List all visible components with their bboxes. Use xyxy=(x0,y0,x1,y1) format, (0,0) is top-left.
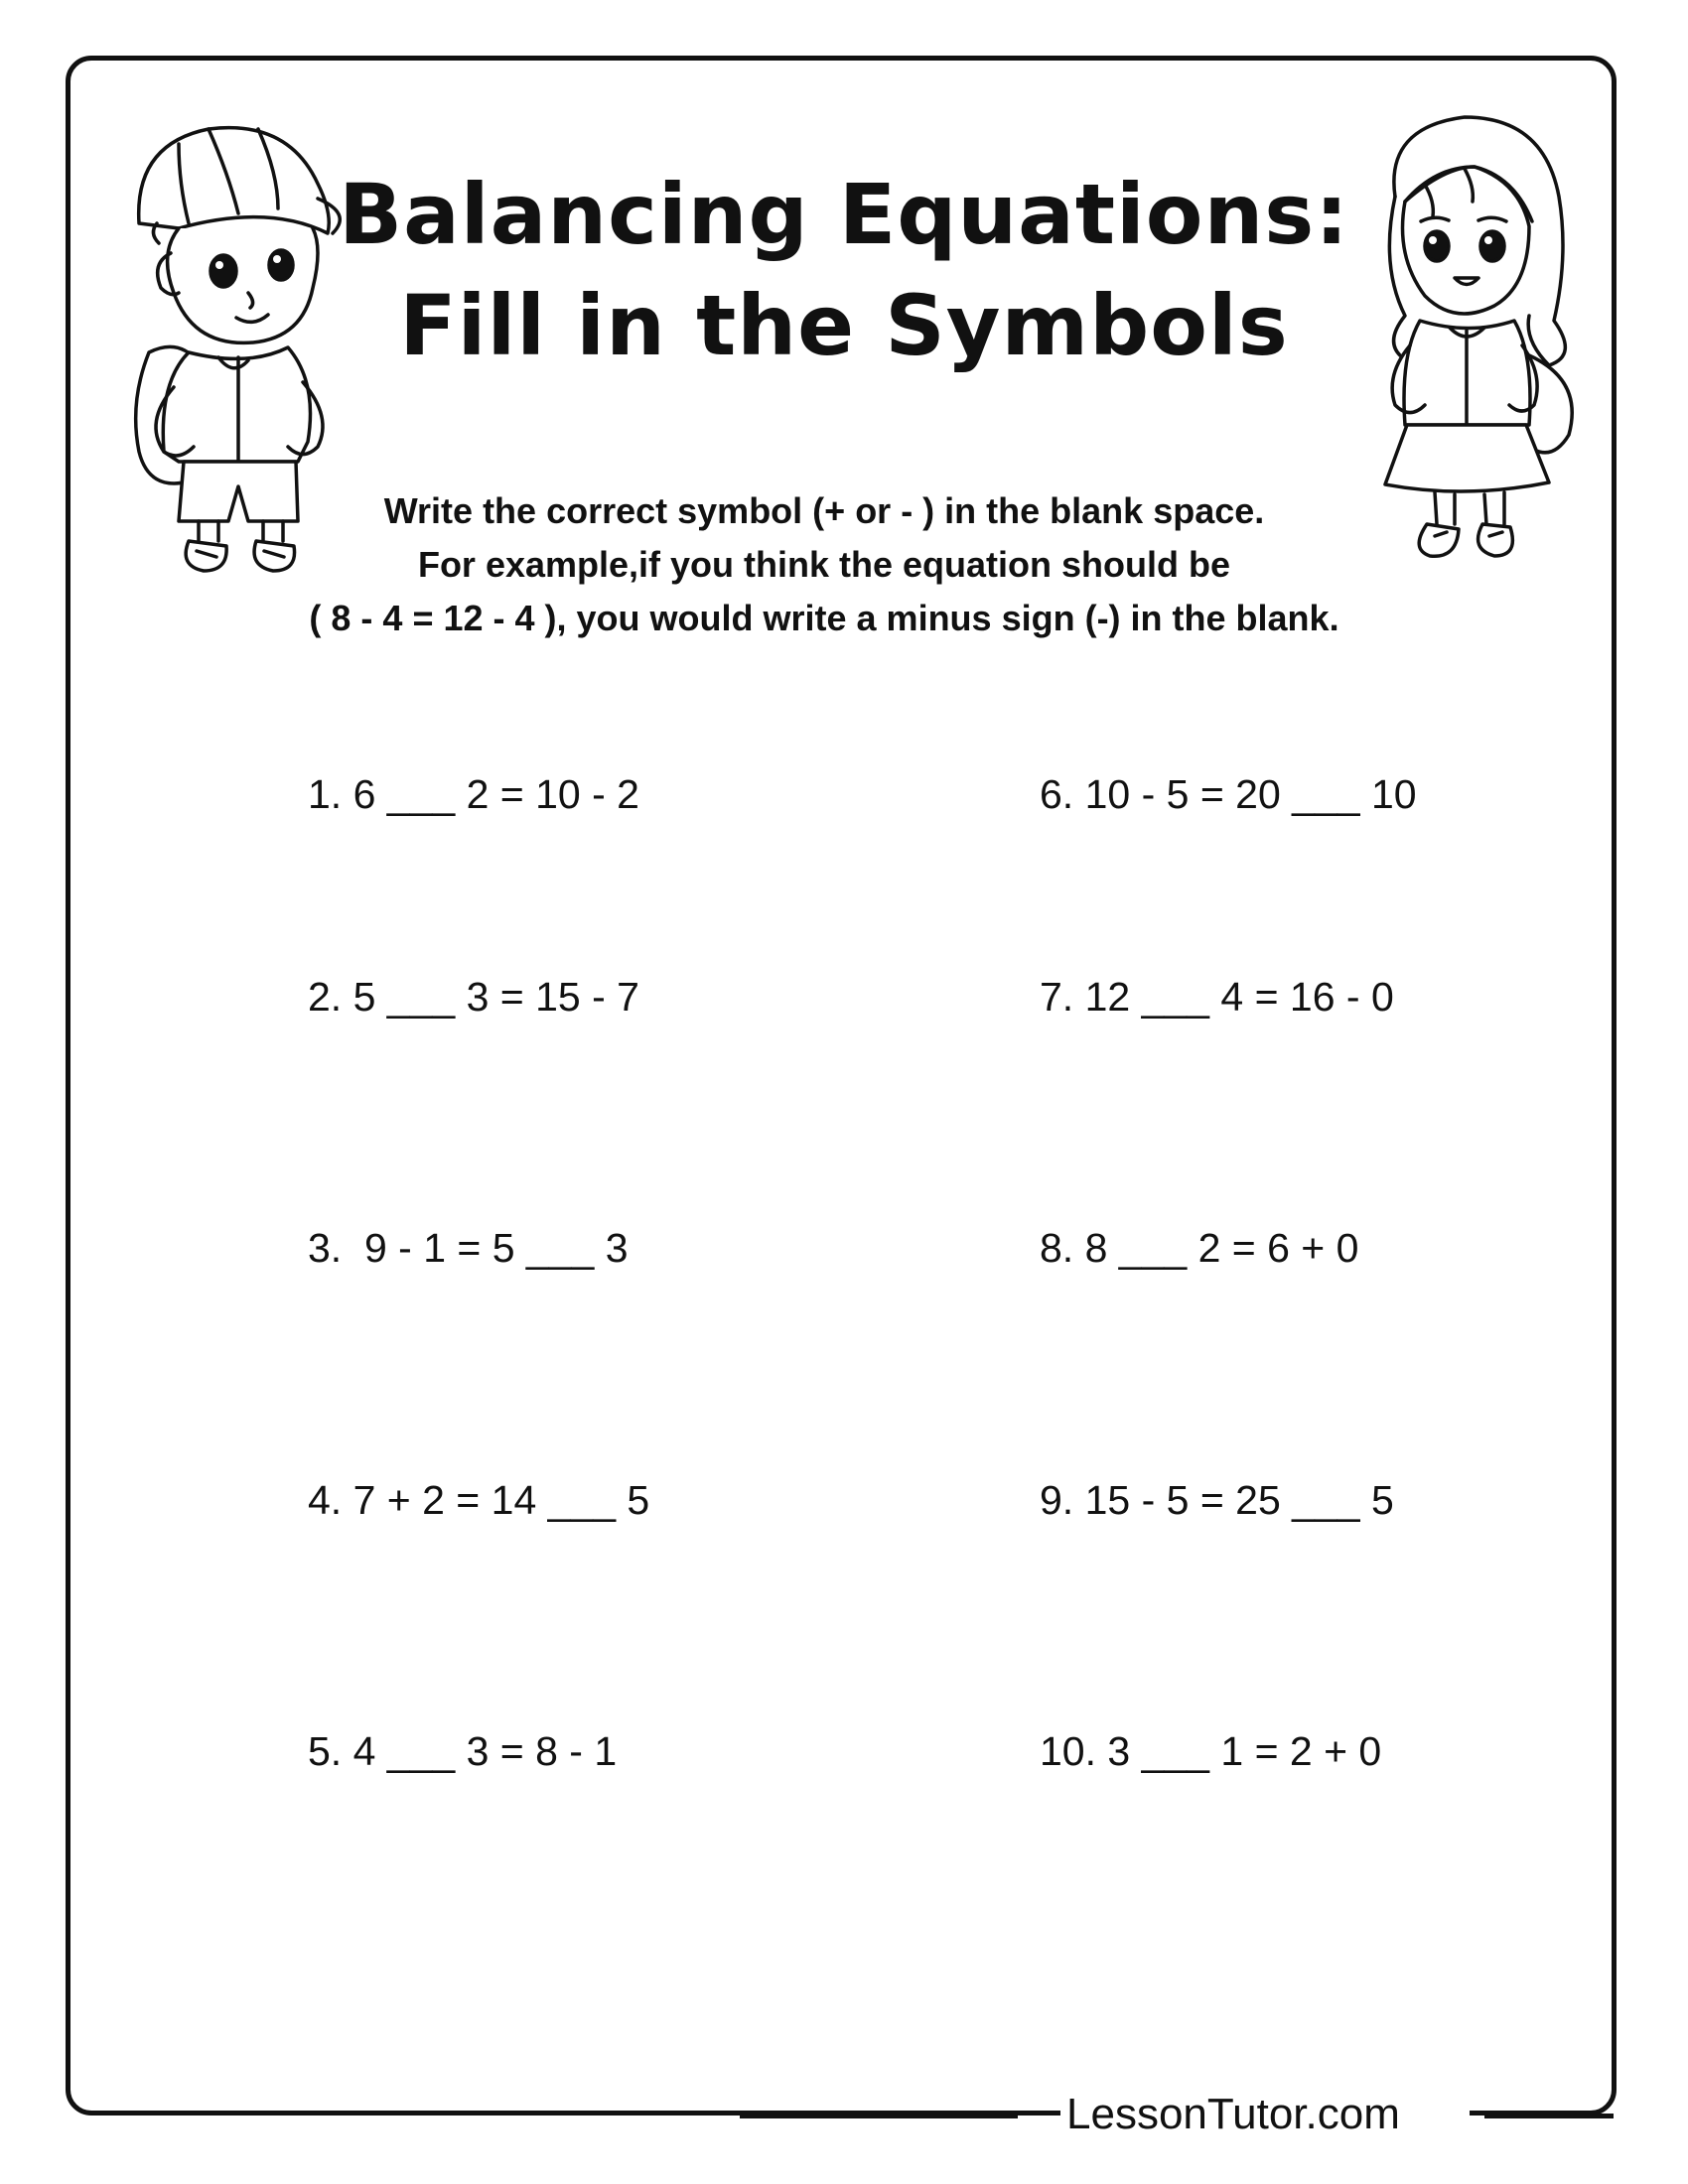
footer-site-name: LessonTutor.com xyxy=(1060,2089,1470,2140)
worksheet-title xyxy=(298,159,1390,381)
problem-5: 5. 4 ___ 3 = 8 - 1 xyxy=(308,1728,618,1774)
problem-6: 6. 10 - 5 = 20 ___ 10 xyxy=(1040,771,1417,817)
instructions xyxy=(248,484,1400,645)
problem-2: 2. 5 ___ 3 = 15 - 7 xyxy=(308,974,639,1020)
title-line-2: Fill in the Symbols xyxy=(399,277,1289,374)
problem-10: 10. 3 ___ 1 = 2 + 0 xyxy=(1040,1728,1382,1774)
instruction-line-2: For example,if you think the equation should be xyxy=(417,544,1231,585)
problem-7: 7. 12 ___ 4 = 16 - 0 xyxy=(1040,974,1394,1020)
instruction-line-3: ( 8 - 4 = 12 - 4 ), you would write a minus sign (-) in the blank. xyxy=(309,598,1339,638)
problem-1: 1. 6 ___ 2 = 10 - 2 xyxy=(308,771,639,817)
problem-3: 3. 9 - 1 = 5 ___ 3 xyxy=(308,1225,629,1271)
instruction-line-1: Write the correct symbol (+ or - ) in the blank space. xyxy=(383,490,1265,531)
footer-rule-right xyxy=(1484,2114,1614,2118)
problem-8: 8. 8 ___ 2 = 6 + 0 xyxy=(1040,1225,1359,1271)
problem-9: 9. 15 - 5 = 25 ___ 5 xyxy=(1040,1477,1394,1523)
title-line-1: Balancing Equations: xyxy=(339,166,1349,263)
footer-rule-left xyxy=(740,2114,1018,2118)
problem-4: 4. 7 + 2 = 14 ___ 5 xyxy=(308,1477,650,1523)
